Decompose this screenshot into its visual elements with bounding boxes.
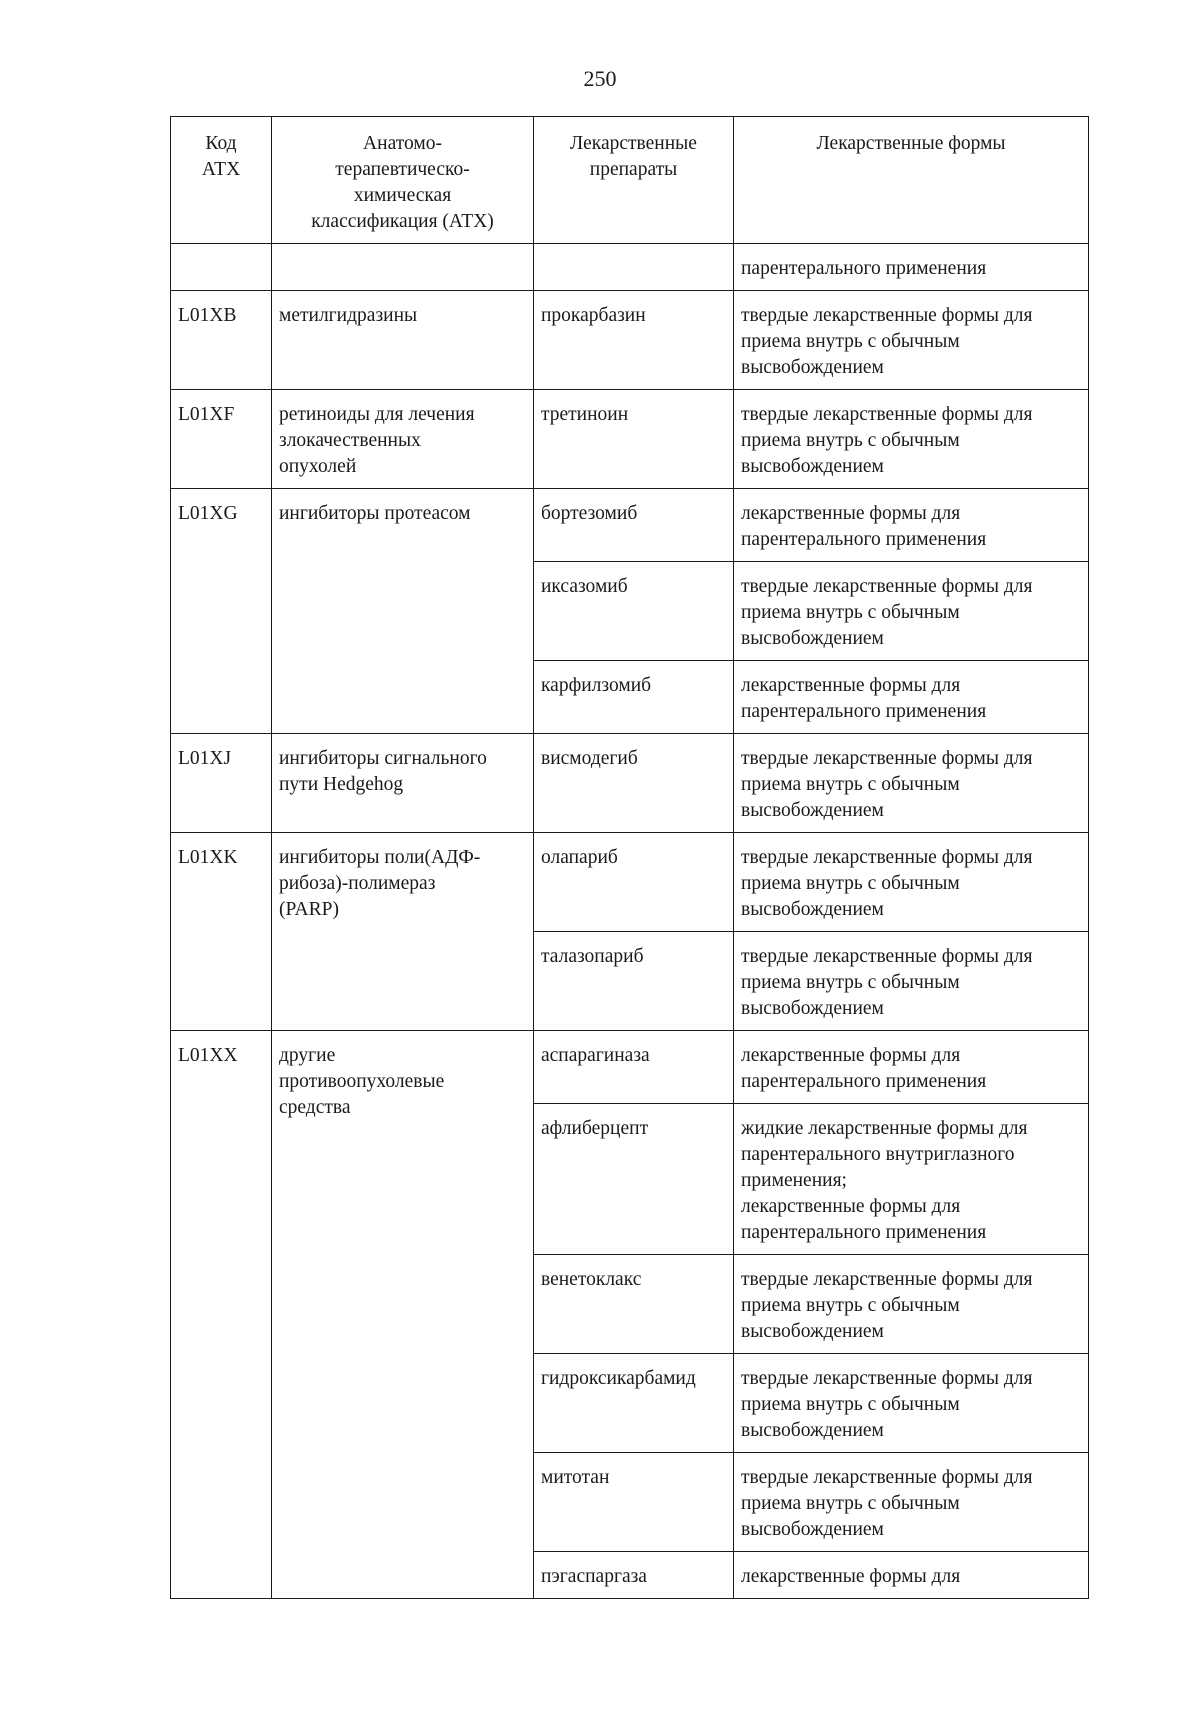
code-cell: L01XX <box>171 1031 272 1599</box>
table-row <box>171 1031 1089 1104</box>
form-cell: лекарственные формы для <box>734 1552 1089 1599</box>
drug-cell: бортезомиб <box>534 489 734 562</box>
form-cell: твердые лекарственные формы для приема внутрь с обычным высвобождением <box>734 562 1089 661</box>
table-row <box>171 489 1089 562</box>
drug-cell: прокарбазин <box>534 291 734 390</box>
form-cell: жидкие лекарственные формы для парентерального внутриглазного применения; лекарственные формы для парентерального применения <box>734 1104 1089 1255</box>
drug-cell: карфилзомиб <box>534 661 734 734</box>
drug-cell: талазопариб <box>534 932 734 1031</box>
form-cell: твердые лекарственные формы для приема внутрь с обычным высвобождением <box>734 1453 1089 1552</box>
drug-cell: гидроксикарбамид <box>534 1354 734 1453</box>
code-cell: L01XK <box>171 833 272 1031</box>
form-cell: твердые лекарственные формы для приема внутрь с обычным высвобождением <box>734 291 1089 390</box>
code-cell <box>171 244 272 291</box>
form-cell: твердые лекарственные формы для приема внутрь с обычным высвобождением <box>734 932 1089 1031</box>
header-drugs: Лекарственные препараты <box>534 117 734 244</box>
form-cell: твердые лекарственные формы для приема внутрь с обычным высвобождением <box>734 390 1089 489</box>
code-cell: L01XG <box>171 489 272 734</box>
classification-cell: ингибиторы протеасом <box>272 489 534 734</box>
code-cell: L01XF <box>171 390 272 489</box>
drug-cell: висмодегиб <box>534 734 734 833</box>
drug-cell: олапариб <box>534 833 734 932</box>
drug-cell: аспарагиназа <box>534 1031 734 1104</box>
code-cell: L01XB <box>171 291 272 390</box>
form-cell: лекарственные формы для парентерального применения <box>734 489 1089 562</box>
drug-cell: венетоклакс <box>534 1255 734 1354</box>
form-cell: твердые лекарственные формы для приема внутрь с обычным высвобождением <box>734 833 1089 932</box>
drug-cell: иксазомиб <box>534 562 734 661</box>
classification-cell: ингибиторы поли(АДФ- рибоза)-полимераз (PARP) <box>272 833 534 1031</box>
classification-cell: другие противоопухолевые средства <box>272 1031 534 1599</box>
drug-cell: митотан <box>534 1453 734 1552</box>
page-number: 250 <box>583 66 617 91</box>
table-row <box>171 244 1089 291</box>
table-row <box>171 833 1089 932</box>
form-cell: лекарственные формы для парентерального применения <box>734 1031 1089 1104</box>
form-cell: твердые лекарственные формы для приема внутрь с обычным высвобождением <box>734 1354 1089 1453</box>
header-code: Код АТХ <box>171 117 272 244</box>
header-classification: Анатомо- терапевтическо- химическая классификация (АТХ) <box>272 117 534 244</box>
drug-cell: пэгаспаргаза <box>534 1552 734 1599</box>
classification-cell: ингибиторы сигнального пути Hedgehog <box>272 734 534 833</box>
classification-cell <box>272 244 534 291</box>
drug-cell: третиноин <box>534 390 734 489</box>
form-cell: твердые лекарственные формы для приема внутрь с обычным высвобождением <box>734 1255 1089 1354</box>
table-row <box>171 734 1089 833</box>
header-forms: Лекарственные формы <box>734 117 1089 244</box>
table-row <box>171 390 1089 489</box>
form-cell: твердые лекарственные формы для приема внутрь с обычным высвобождением <box>734 734 1089 833</box>
classification-cell: метилгидразины <box>272 291 534 390</box>
drug-cell <box>534 244 734 291</box>
form-cell: парентерального применения <box>734 244 1089 291</box>
atx-table <box>170 116 1089 1599</box>
code-cell: L01XJ <box>171 734 272 833</box>
table-row <box>171 291 1089 390</box>
classification-cell: ретиноиды для лечения злокачественных опухолей <box>272 390 534 489</box>
table-header-row <box>171 117 1089 244</box>
form-cell: лекарственные формы для парентерального применения <box>734 661 1089 734</box>
drug-cell: афлиберцепт <box>534 1104 734 1255</box>
